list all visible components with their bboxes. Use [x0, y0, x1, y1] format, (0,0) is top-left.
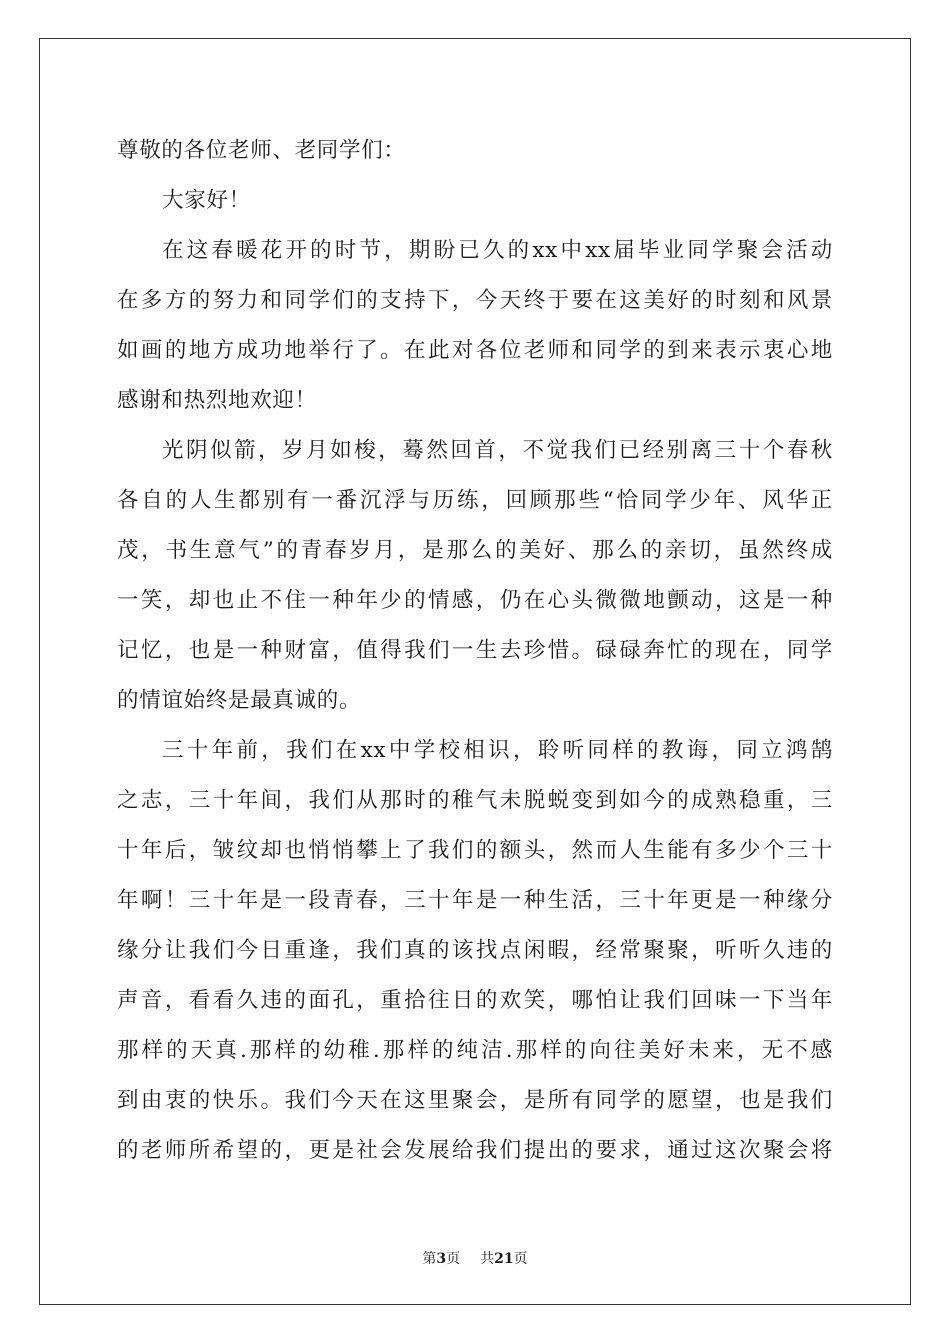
- page-suffix: 页: [446, 1251, 461, 1267]
- total-suffix: 页: [513, 1251, 528, 1267]
- page-prefix: 第: [422, 1251, 437, 1267]
- paragraph-3-line-3: 十年后，皱纹却也悄悄攀上了我们的额头，然而人生能有多少个三十: [117, 838, 833, 863]
- paragraph-3-line-7: 那样的天真.那样的幼稚.那样的纯洁.那样的向往美好未来，无不感: [117, 1038, 833, 1063]
- salutation-line: 尊敬的各位老师、老同学们：: [117, 138, 406, 163]
- paragraph-1-line-4: 感谢和热烈地欢迎！: [117, 388, 317, 413]
- paragraph-3-line-6: 声音，看看久违的面孔，重拾往日的欢笑，哪怕让我们回味一下当年: [117, 988, 833, 1013]
- paragraph-1-line-3: 如画的地方成功地举行了。在此对各位老师和同学的到来表示衷心地: [117, 338, 833, 363]
- total-prefix: 共: [480, 1251, 495, 1267]
- paragraph-3-line-4: 年啊！三十年是一段青春，三十年是一种生活，三十年更是一种缘分: [117, 888, 833, 913]
- paragraph-3-line-8: 到由衷的快乐。我们今天在这里聚会，是所有同学的愿望，也是我们: [117, 1088, 833, 1113]
- paragraph-2-line-6: 的情谊始终是最真诚的。: [117, 688, 362, 713]
- paragraph-1-line-2: 在多方的努力和同学们的支持下，今天终于要在这美好的时刻和风景: [117, 288, 833, 313]
- paragraph-3-line-2: 之志，三十年间，我们从那时的稚气未脱蜕变到如今的成熟稳重，三: [117, 788, 833, 813]
- paragraph-3-line-1: 三十年前，我们在xx中学校相识，聆听同样的教诲，同立鸿鹄: [162, 738, 833, 763]
- paragraph-2-line-4: 一笑，却也止不住一种年少的情感，仍在心头微微地颤动，这是一种: [117, 588, 833, 613]
- paragraph-2-line-1: 光阴似箭，岁月如梭，蓦然回首，不觉我们已经别离三十个春秋: [162, 438, 833, 463]
- paragraph-3-line-9: 的老师所希望的，更是社会发展给我们提出的要求，通过这次聚会将: [117, 1138, 833, 1163]
- paragraph-2-line-3: 茂，书生意气”的青春岁月，是那么的美好、那么的亲切，虽然终成: [117, 538, 833, 563]
- paragraph-3-line-5: 缘分让我们今日重逢，我们真的该找点闲暇，经常聚聚，听听久违的: [117, 938, 833, 963]
- paragraph-2-line-5: 记忆，也是一种财富，值得我们一生去珍惜。碌碌奔忙的现在，同学: [117, 638, 833, 663]
- total-page-count: 21: [494, 1251, 514, 1267]
- paragraph-2-line-2: 各自的人生都别有一番沉浮与历练，回顾那些“恰同学少年、风华正: [117, 488, 833, 513]
- paragraph-1-line-1: 在这春暖花开的时节，期盼已久的xx中xx届毕业同学聚会活动: [162, 238, 833, 263]
- document-body: [117, 126, 833, 1176]
- greeting-line: 大家好！: [162, 188, 251, 213]
- page-footer: [0, 1248, 950, 1268]
- current-page-number: 3: [436, 1251, 447, 1267]
